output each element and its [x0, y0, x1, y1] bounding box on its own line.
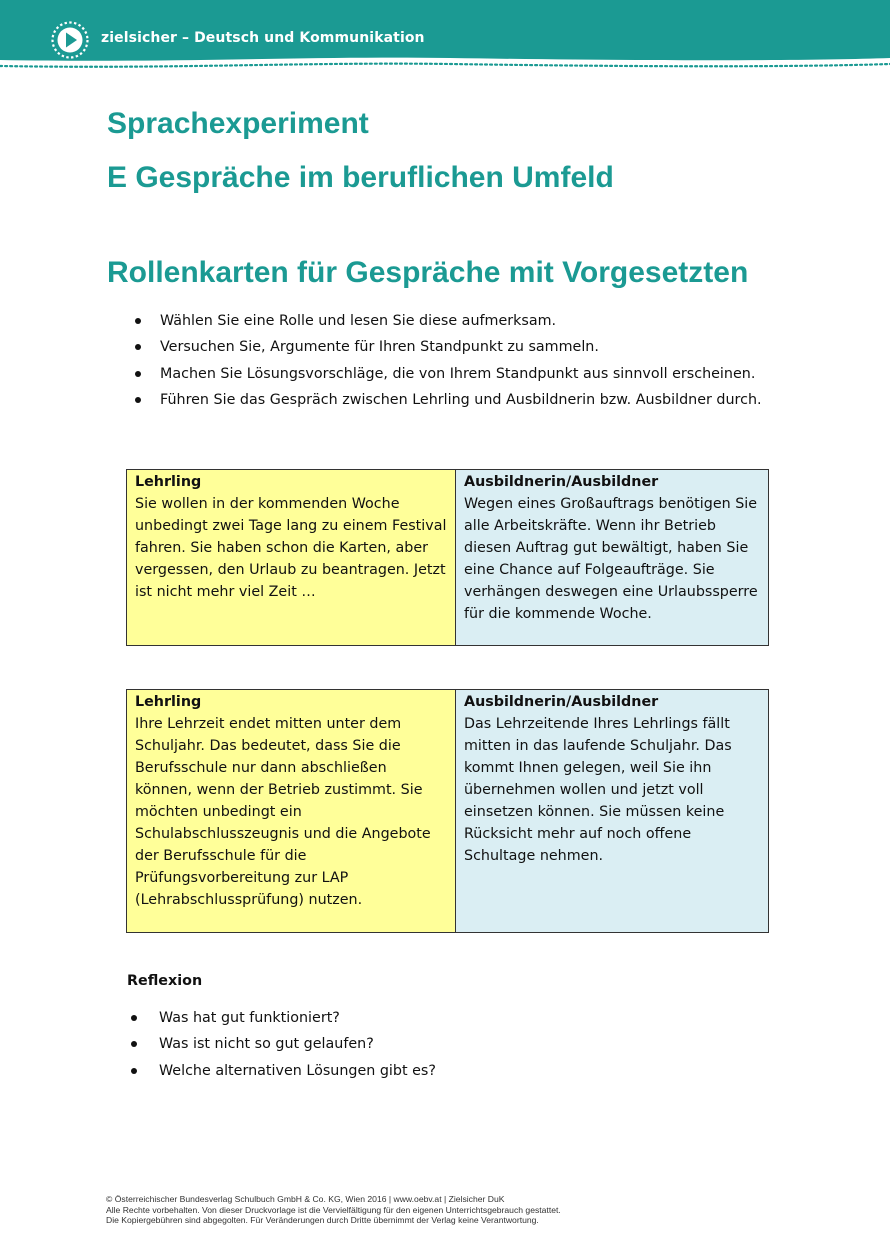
bullet-icon: [131, 1015, 137, 1021]
copyright-footer: [106, 1194, 561, 1226]
footer-line: Alle Rechte vorbehalten. Von dieser Druckvorlage ist die Vervielfältigung für den eigenen Unterrichtsgebrauch gestattet.: [106, 1204, 561, 1215]
list-item: Wählen Sie eine Rolle und lesen Sie diese aufmerksam.: [160, 308, 762, 334]
role-card-2: [126, 689, 769, 933]
list-item: Was hat gut funktioniert?: [159, 1005, 436, 1031]
role-description: Ihre Lehrzeit endet mitten unter dem Schuljahr. Das bedeutet, dass Sie die Berufsschule nur dann abschließen können, wenn der Betrieb zustimmt. Sie möchten unbedingt ein Schulabschlusszeugnis und die Angebote der Berufsschule für die Prüfungsvorbereitung zur LAP (Lehrabschlussprüfung) nutzen.: [135, 716, 431, 908]
play-icon: [50, 20, 90, 60]
list-item: Versuchen Sie, Argumente für Ihren Standpunkt zu sammeln.: [160, 334, 762, 360]
reflexion-list: [159, 1005, 436, 1084]
footer-line: Die Kopiergebühren sind abgegolten. Für Veränderungen durch Dritte übernimmt der Verlag keine Verantwortung.: [106, 1215, 539, 1225]
role-label: Ausbildnerin/Ausbildner: [464, 474, 659, 490]
role-description: Sie wollen in der kommenden Woche unbedingt zwei Tage lang zu einem Festival fahren. Sie haben schon die Karten, aber vergessen, den Urlaub zu beantragen. Jetzt ist nicht mehr viel Zeit …: [135, 496, 447, 600]
bullet-icon: [135, 371, 141, 377]
role-cell-ausbildner: [456, 470, 768, 645]
instruction-list: [160, 308, 762, 413]
page-title: Sprachexperiment: [107, 107, 369, 140]
bullet-icon: [131, 1068, 137, 1074]
list-item: Führen Sie das Gespräch zwischen Lehrling und Ausbildnerin bzw. Ausbildner durch.: [160, 387, 762, 413]
role-cell-lehrling: [127, 470, 456, 645]
section-title: Rollenkarten für Gespräche mit Vorgesetzten: [107, 256, 749, 289]
brand-title: zielsicher – Deutsch und Kommunikation: [101, 30, 425, 46]
bullet-icon: [135, 344, 141, 350]
footer-line: © Österreichischer Bundesverlag Schulbuch GmbH & Co. KG, Wien 2016 | www.oebv.at | Zielsicher DuK: [106, 1194, 505, 1204]
reflexion-heading: Reflexion: [127, 973, 203, 989]
role-cell-lehrling: [127, 690, 456, 932]
bullet-icon: [135, 397, 141, 403]
role-label: Lehrling: [135, 694, 202, 710]
role-label: Ausbildnerin/Ausbildner: [464, 694, 659, 710]
role-description: Wegen eines Großauftrags benötigen Sie alle Arbeitskräfte. Wenn ihr Betrieb diesen Auftrag gut bewältigt, haben Sie eine Chance auf Folgeaufträge. Sie verhängen deswegen eine Urlaubssperre für die kommende Woche.: [464, 496, 758, 622]
role-label: Lehrling: [135, 474, 202, 490]
role-cell-ausbildner: [456, 690, 768, 932]
page-subtitle: E Gespräche im beruflichen Umfeld: [107, 161, 614, 194]
list-item: Welche alternativen Lösungen gibt es?: [159, 1058, 436, 1084]
list-item: Was ist nicht so gut gelaufen?: [159, 1031, 436, 1057]
role-card-1: [126, 469, 769, 646]
bullet-icon: [135, 318, 141, 324]
role-description: Das Lehrzeitende Ihres Lehrlings fällt mitten in das laufende Schuljahr. Das kommt Ihnen gelegen, weil Sie ihn übernehmen wollen und jetzt voll einsetzen können. Sie müssen keine Rücksicht mehr auf noch offene Schultage nehmen.: [464, 716, 732, 864]
header-band: [0, 0, 890, 80]
bullet-icon: [131, 1041, 137, 1047]
list-item: Machen Sie Lösungsvorschläge, die von Ihrem Standpunkt aus sinnvoll erscheinen.: [160, 361, 762, 387]
